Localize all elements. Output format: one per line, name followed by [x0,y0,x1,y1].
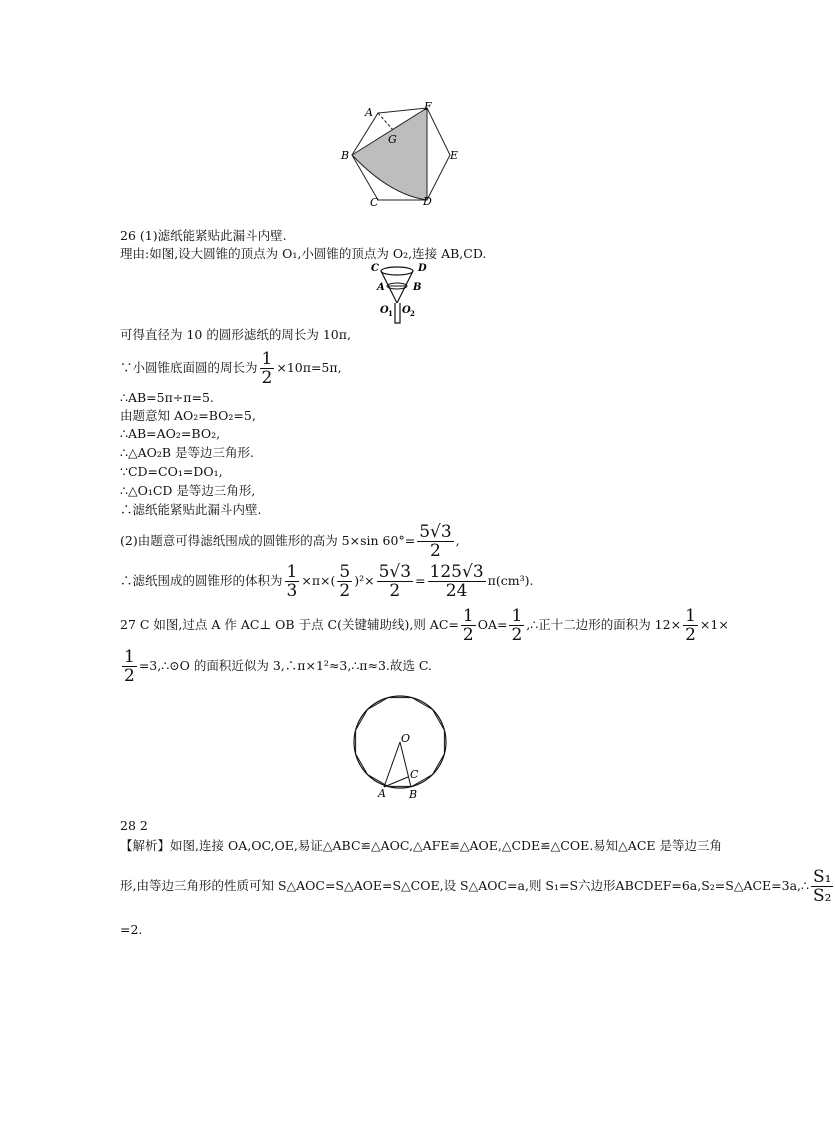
hex-label-f: F [424,100,432,113]
q28-line4: =2. [120,922,143,937]
hex-label-e: E [450,149,459,162]
q26-line4: ∵小圆锥底面圆的周长为 $\frac{1}{2}$ ×10π=5π, [120,349,342,388]
q26-line7: ∴AB=AO₂=BO₂, [120,426,221,441]
q27-line1: 27 C 如图,过点 A 作 AC⊥ OB 于点 C(关键辅助线),则 AC= $\frac{1}{2}$ OA= $\frac{1}{2}$ ,∴正十二边形的面积为 12× $\frac{1}{2}$ ×1× [120,606,729,645]
funnel-label-o2-sub: 2 [410,309,415,318]
hex-label-d: D [423,195,432,208]
funnel-figure [368,259,438,327]
dodecagon-figure [348,688,452,800]
funnel-label-b: B [413,282,422,293]
q26-line1: 26 (1)滤纸能紧贴此漏斗内壁. [120,228,287,243]
q26-line2: 理由:如图,设大圆锥的顶点为 O₁,小圆锥的顶点为 O₂,连接 AB,CD. [120,246,487,261]
funnel-label-c: C [371,263,379,274]
funnel-label-d: D [418,263,427,274]
q28-line1: 28 2 [120,818,148,833]
funnel-label-o1-sub: 1 [388,309,393,318]
poly-label-a: A [378,787,386,800]
q26-line11: ∴滤纸能紧贴此漏斗内壁. [120,502,262,517]
q28-line2: 【解析】如图,连接 OA,OC,OE,易证△ABC≌△AOC,△AFE≌△AOE,△CDE≌△COE.易知△ACE 是等边三角 [120,838,722,853]
q26-line10: ∴△O₁CD 是等边三角形, [120,483,256,498]
funnel-label-a: A [377,282,385,293]
funnel-label-o1: O [380,305,389,316]
q27-line2: $\frac{1}{2}$ =3,∴⊙O 的面积近似为 3,∴π×1²≈3,∴π≈3.故选 C. [124,647,432,686]
q26-line9: ∵CD=CO₁=DO₁, [120,464,223,479]
poly-label-b: B [409,788,418,801]
q26-line3: 可得直径为 10 的圆形滤纸的周长为 10π, [120,327,351,342]
hex-label-c: C [370,196,379,209]
q26-line6: 由题意知 AO₂=BO₂=5, [120,408,256,423]
funnel-label-o2: O [402,305,411,316]
poly-label-c: C [410,768,419,781]
hexagon-figure [335,100,470,210]
hex-label-a: A [365,106,373,119]
q26-line13: ∴滤纸围成的圆锥形的体积为 $\frac{1}{3}$ ×π×( $\frac{5}{2}$ )²× $\frac{5√3}{2}$ = $\frac{125√3}{24}$ π(cm³). [120,562,534,601]
q26-line8: ∴△AO₂B 是等边三角形. [120,445,254,460]
q26-line12: (2)由题意可得滤纸围成的圆锥形的高为 5×sin 60°= $\frac{5√3}{2}$ , [120,522,460,561]
q28-line3: 形,由等边三角形的性质可知 S△AOC=S△AOE=S△COE,设 S△AOC=a,则 S₁=S六边形ABCDEF=6a,S₂=S△ACE=3a,∴ $\frac{\text{S₁}}{\text{S₂}}$ [120,867,832,906]
q26-line5: ∴AB=5π÷π=5. [120,390,214,405]
hex-label-b: B [341,149,350,162]
poly-label-o: O [401,732,411,745]
hex-label-g: G [388,133,397,146]
